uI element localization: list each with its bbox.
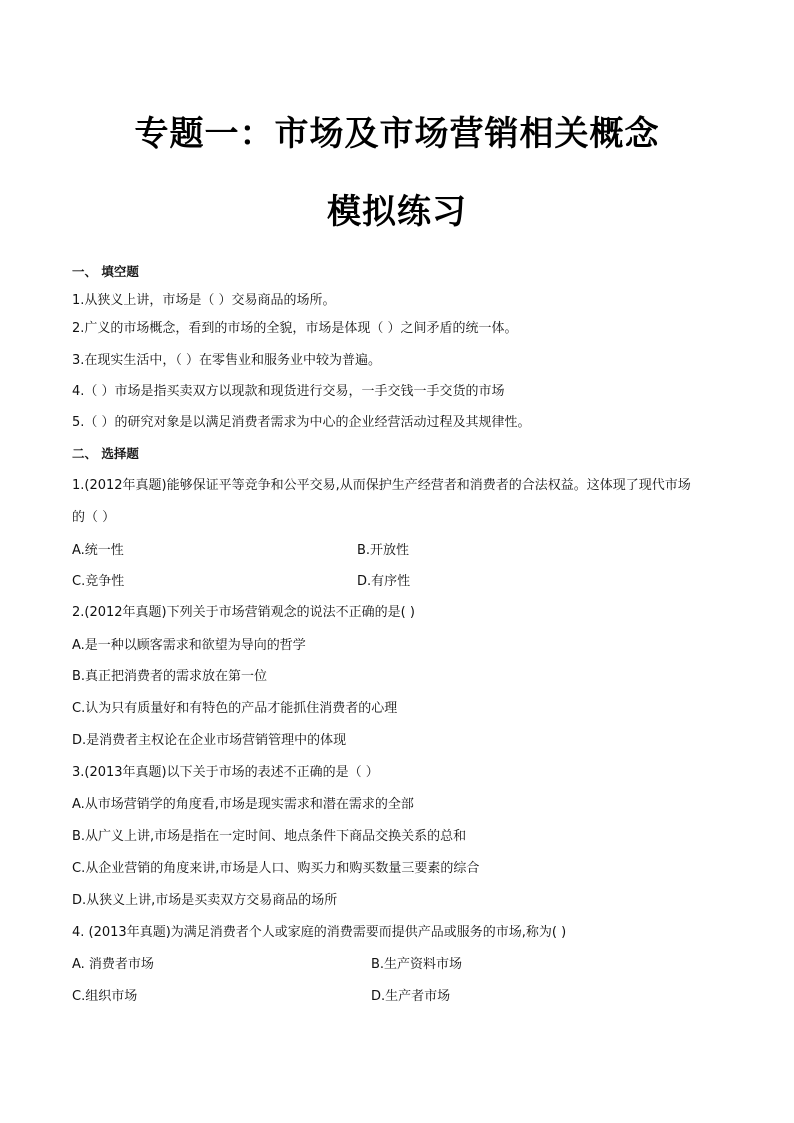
- question-3-stem: 3.(2013年真题)以下关于市场的表述不正确的是（ ）: [72, 765, 379, 780]
- question-2-option-d: D.是消费者主权论在企业市场营销管理中的体现: [72, 733, 347, 748]
- question-1-option-b: B.开放性: [357, 543, 410, 558]
- question-3-option-d: D.从狭义上讲,市场是买卖双方交易商品的场所: [72, 893, 338, 908]
- question-1-stem-line-1: 1.(2012年真题)能够保证平等竞争和公平交易,从而保护生产经营者和消费者的合法权益。这体现了现代市场: [72, 478, 691, 493]
- question-2-option-a: A.是一种以顾客需求和欲望为导向的哲学: [72, 638, 306, 653]
- question-2-option-c: C.认为只有质量好和有特色的产品才能抓住消费者的心理: [72, 701, 398, 716]
- fill-blank-item-4: 4.（ ）市场是指买卖双方以现款和现货进行交易，一手交钱一手交货的市场: [72, 384, 505, 399]
- page-title: 专题一：市场及市场营销相关概念: [134, 114, 660, 154]
- question-4-option-a: A. 消费者市场: [72, 957, 154, 972]
- fill-blank-item-5: 5.（ ）的研究对象是以满足消费者需求为中心的企业经营活动过程及其规律性。: [72, 415, 531, 430]
- question-2-stem: 2.(2012年真题)下列关于市场营销观念的说法不正确的是( ): [72, 605, 415, 620]
- fill-blank-item-1: 1.从狭义上讲，市场是（ ）交易商品的场所。: [72, 293, 336, 308]
- question-1-stem-line-2: 的（ ）: [72, 510, 116, 525]
- question-2-option-b: B.真正把消费者的需求放在第一位: [72, 669, 268, 684]
- question-3-option-c: C.从企业营销的角度来讲,市场是人口、购买力和购买数量三要素的综合: [72, 861, 480, 876]
- question-1-option-a: A.统一性: [72, 543, 124, 558]
- question-3-option-a: A.从市场营销学的角度看,市场是现实需求和潜在需求的全部: [72, 797, 414, 812]
- question-4-option-d: D.生产者市场: [371, 989, 451, 1004]
- question-4-option-b: B.生产资料市场: [371, 957, 463, 972]
- question-4-option-c: C.组织市场: [72, 989, 138, 1004]
- section-heading-fill-blank: 一、 填空题: [72, 264, 139, 279]
- question-4-stem: 4. (2013年真题)为满足消费者个人或家庭的消费需要而提供产品或服务的市场,称为( ): [72, 925, 567, 940]
- page-subtitle: 模拟练习: [327, 192, 467, 232]
- fill-blank-item-2: 2.广义的市场概念，看到的市场的全貌，市场是体现（ ）之间矛盾的统一体。: [72, 321, 518, 336]
- question-1-option-d: D.有序性: [357, 574, 411, 589]
- section-heading-multiple-choice: 二、 选择题: [72, 446, 139, 461]
- question-3-option-b: B.从广义上讲,市场是指在一定时间、地点条件下商品交换关系的总和: [72, 829, 467, 844]
- question-1-option-c: C.竞争性: [72, 574, 125, 589]
- fill-blank-item-3: 3.在现实生活中，（ ）在零售业和服务业中较为普遍。: [72, 353, 382, 368]
